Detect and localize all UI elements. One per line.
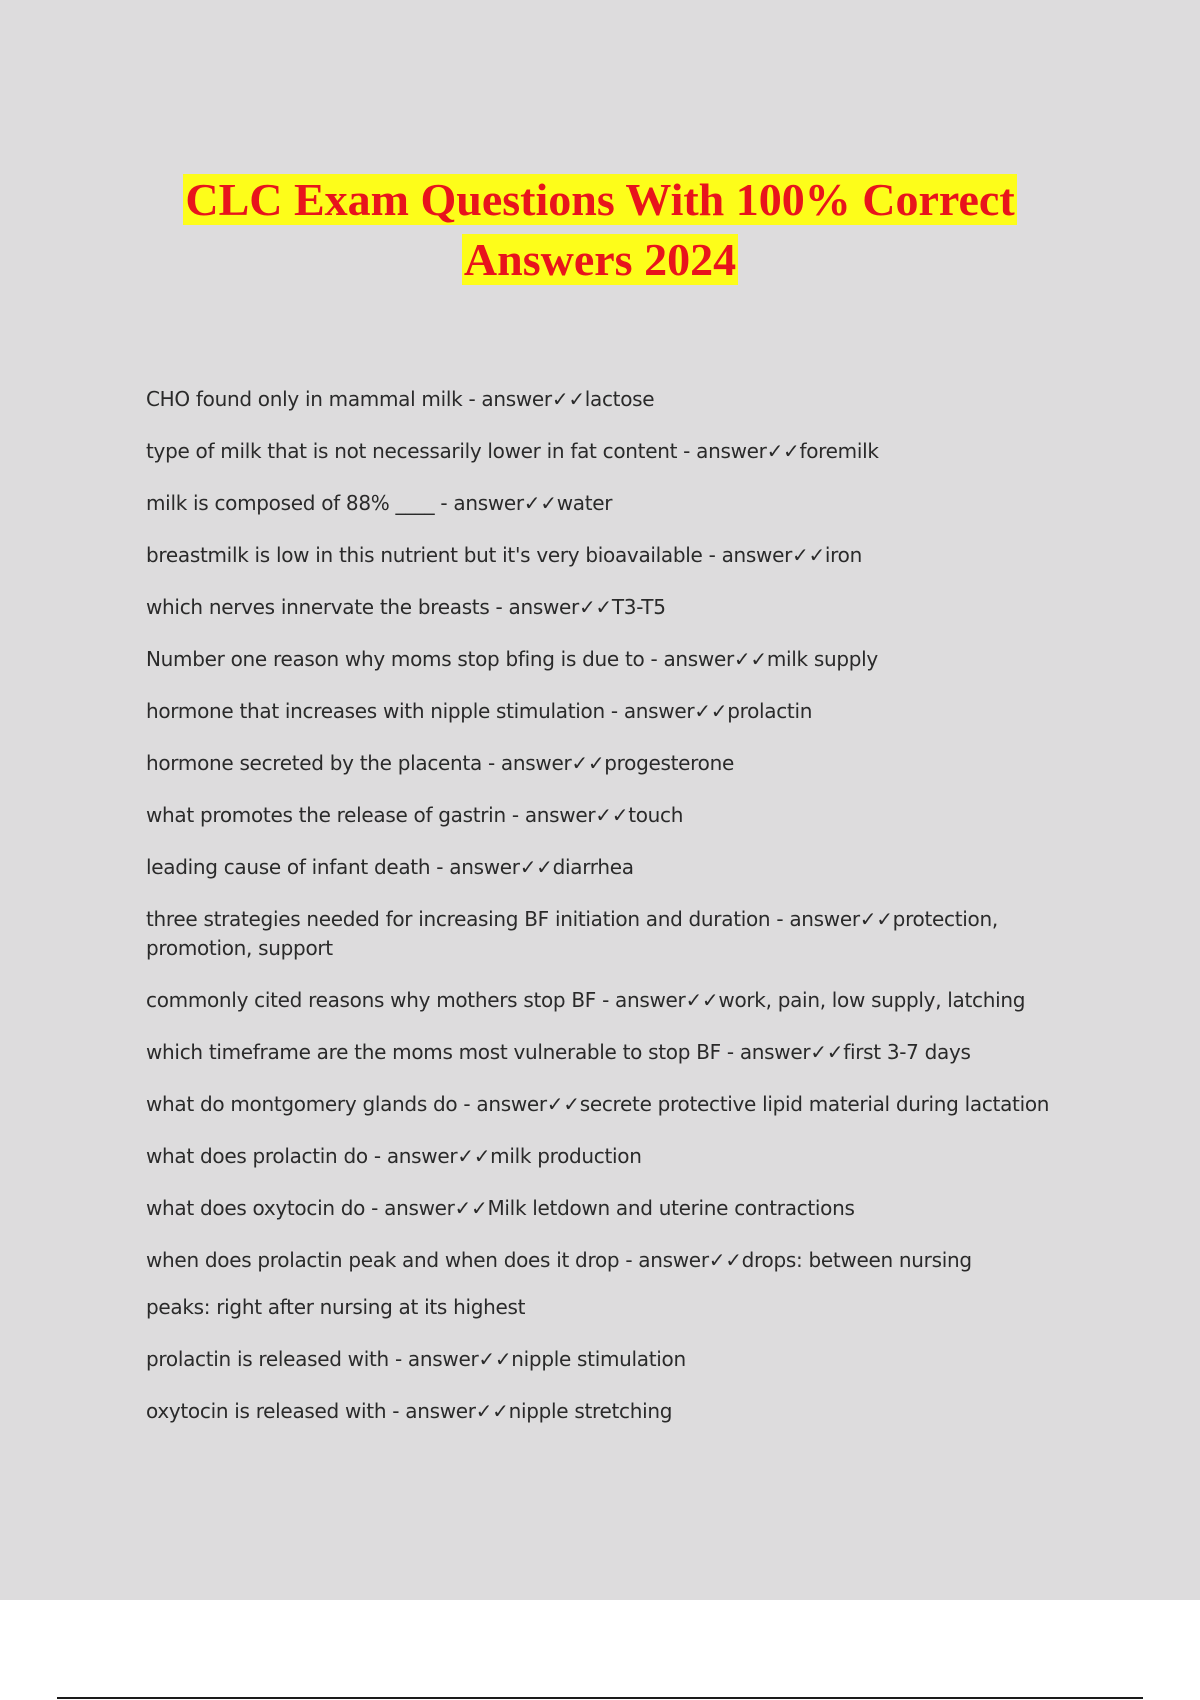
qa-item: which nerves innervate the breasts - answer✓✓T3-T5 — [146, 595, 666, 619]
qa-item: what does oxytocin do - answer✓✓Milk letdown and uterine contractions — [146, 1196, 855, 1220]
footer-divider — [57, 1697, 1143, 1699]
qa-item: oxytocin is released with - answer✓✓nipple stretching — [146, 1399, 673, 1423]
question-answer-list — [146, 385, 1086, 1449]
title-line-1: CLC Exam Questions With 100% Correct — [185, 174, 1015, 225]
page-footer — [0, 1600, 1200, 1700]
qa-item: what promotes the release of gastrin - answer✓✓touch — [146, 803, 684, 827]
title-line-2: Answers 2024 — [463, 234, 737, 285]
qa-item: what does prolactin do - answer✓✓milk production — [146, 1144, 642, 1168]
document-title — [0, 170, 1200, 290]
qa-item: Number one reason why moms stop bfing is due to - answer✓✓milk supply — [146, 647, 878, 671]
qa-item: hormone that increases with nipple stimulation - answer✓✓prolactin — [146, 699, 813, 723]
qa-item: prolactin is released with - answer✓✓nipple stimulation — [146, 1347, 686, 1371]
qa-item: breastmilk is low in this nutrient but it's very bioavailable - answer✓✓iron — [146, 543, 862, 567]
qa-item: commonly cited reasons why mothers stop BF - answer✓✓work, pain, low supply, latching — [146, 988, 1026, 1012]
qa-item: what do montgomery glands do - answer✓✓secrete protective lipid material during lactation — [146, 1092, 1050, 1116]
qa-item: which timeframe are the moms most vulnerable to stop BF - answer✓✓first 3-7 days — [146, 1040, 971, 1064]
qa-item: leading cause of infant death - answer✓✓diarrhea — [146, 855, 634, 879]
qa-item-continuation: peaks: right after nursing at its highest — [146, 1295, 526, 1319]
qa-item: hormone secreted by the placenta - answer✓✓progesterone — [146, 751, 734, 775]
qa-item: CHO found only in mammal milk - answer✓✓lactose — [146, 387, 655, 411]
qa-item: milk is composed of 88% ____ - answer✓✓water — [146, 491, 613, 515]
qa-item: three strategies needed for increasing BF initiation and duration - answer✓✓protection, promotion, support — [146, 907, 998, 960]
qa-item: when does prolactin peak and when does it drop - answer✓✓drops: between nursing — [146, 1248, 972, 1272]
qa-item: type of milk that is not necessarily lower in fat content - answer✓✓foremilk — [146, 439, 879, 463]
